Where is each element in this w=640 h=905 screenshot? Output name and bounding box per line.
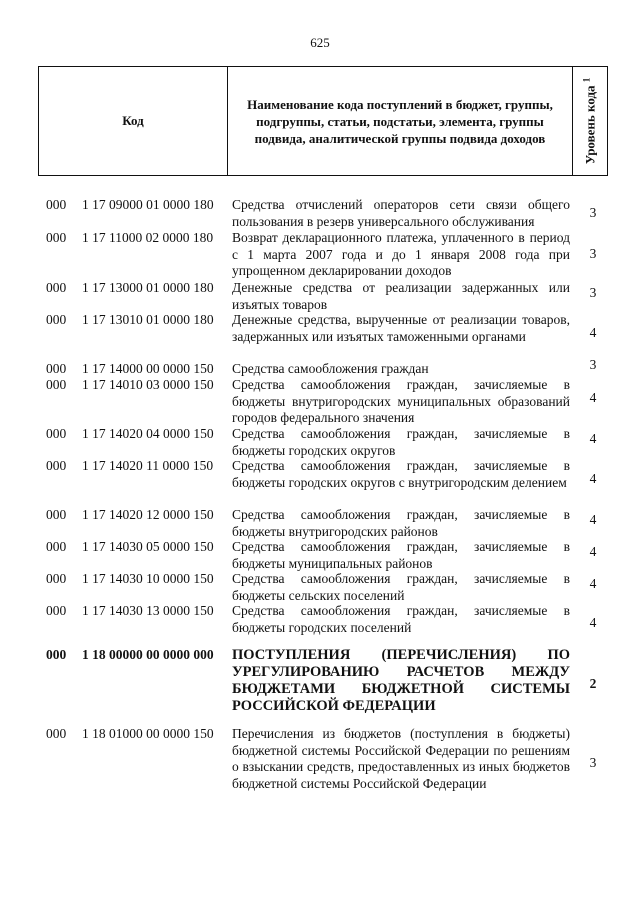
row-code: 1 18 01000 00 0000 150	[82, 726, 214, 741]
row-level: 3	[589, 285, 597, 300]
row-prefix: 000	[46, 726, 67, 741]
row-description: Средства отчислений операторов сети связи общего пользования в резерв универсального обслуживания	[232, 197, 570, 229]
row-level: 3	[589, 755, 597, 770]
row-code: 1 17 14030 05 0000 150	[82, 539, 214, 554]
row-level: 4	[589, 576, 597, 591]
row-code: 1 17 13010 01 0000 180	[82, 312, 214, 327]
row-level: 4	[589, 544, 597, 559]
row-prefix: 000	[46, 507, 67, 522]
row-prefix: 000	[46, 426, 67, 441]
header-level-footnote: 1	[581, 77, 592, 83]
row-prefix: 000	[46, 230, 67, 245]
page-number: 625	[310, 35, 330, 50]
row-level: 3	[589, 246, 597, 261]
row-code: 1 17 14030 13 0000 150	[82, 603, 214, 618]
row-level: 2	[589, 676, 597, 691]
row-description: Средства самообложения граждан, зачисляемые в бюджеты внутригородских районов	[232, 507, 570, 539]
row-code: 1 17 09000 01 0000 180	[82, 197, 214, 212]
row-description: Средства самообложения граждан, зачисляемые в бюджеты сельских поселений	[232, 571, 570, 603]
row-code: 1 17 14020 04 0000 150	[82, 426, 214, 441]
header-name: Наименование кода поступлений в бюджет, группы, подгруппы, статьи, подстатьи, элемента, группы подвида, аналитической группы подвида доходов	[228, 67, 573, 175]
row-level: 4	[589, 431, 597, 446]
row-description: Средства самообложения граждан, зачисляемые в бюджеты городских поселений	[232, 603, 570, 635]
row-code: 1 17 14000 00 0000 150	[82, 361, 214, 376]
row-description: Средства самообложения граждан	[232, 361, 429, 376]
row-code: 1 17 14030 10 0000 150	[82, 571, 214, 586]
row-prefix: 000	[46, 458, 67, 473]
row-description: ПОСТУПЛЕНИЯ (ПЕРЕЧИСЛЕНИЯ) ПО УРЕГУЛИРОВАНИЮ РАСЧЕТОВ МЕЖДУ БЮДЖЕТАМИ БЮДЖЕТНОЙ СИСТЕМЫ РОССИЙСКОЙ ФЕДЕРАЦИИ	[232, 647, 570, 714]
row-code: 1 18 00000 00 0000 000	[82, 647, 214, 662]
row-level: 4	[589, 512, 597, 527]
header-level-label: Уровень кода	[582, 85, 598, 165]
row-prefix: 000	[46, 571, 67, 586]
row-prefix: 000	[46, 377, 67, 392]
row-level: 4	[589, 471, 597, 486]
row-prefix: 000	[46, 603, 67, 618]
row-description: Перечисления из бюджетов (поступления в бюджеты) бюджетной системы Российской Федерации по решениям о взыскании средств, предоставленных из иных бюджетов бюджетной системы Российской Федерации	[232, 726, 570, 791]
row-prefix: 000	[46, 312, 67, 327]
row-description: Денежные средства, вырученные от реализации товаров, задержанных или изъятых таможенными органами	[232, 312, 570, 344]
table-header	[38, 66, 608, 176]
row-code: 1 17 13000 01 0000 180	[82, 280, 214, 295]
row-description: Средства самообложения граждан, зачисляемые в бюджеты муниципальных районов	[232, 539, 570, 571]
row-code: 1 17 14020 12 0000 150	[82, 507, 214, 522]
row-prefix: 000	[46, 647, 67, 662]
row-prefix: 000	[46, 361, 67, 376]
row-level: 4	[589, 325, 597, 340]
row-code: 1 17 14010 03 0000 150	[82, 377, 214, 392]
row-prefix: 000	[46, 280, 67, 295]
row-prefix: 000	[46, 539, 67, 554]
row-description: Денежные средства от реализации задержанных или изъятых товаров	[232, 280, 570, 312]
row-description: Средства самообложения граждан, зачисляемые в бюджеты городских округов с внутригородским делением	[232, 458, 570, 490]
row-level: 3	[589, 357, 597, 372]
row-level: 4	[589, 390, 597, 405]
row-level: 4	[589, 615, 597, 630]
header-level	[573, 67, 607, 175]
row-description: Средства самообложения граждан, зачисляемые в бюджеты городских округов	[232, 426, 570, 458]
row-code: 1 17 14020 11 0000 150	[82, 458, 214, 473]
row-description: Средства самообложения граждан, зачисляемые в бюджеты внутригородских муниципальных образований городов федерального значения	[232, 377, 570, 425]
row-prefix: 000	[46, 197, 67, 212]
row-description: Возврат декларационного платежа, уплаченного в период с 1 марта 2007 года и до 1 января 2008 года при упрощенном декларировании доходов	[232, 230, 570, 278]
header-code: Код	[39, 67, 228, 175]
row-code: 1 17 11000 02 0000 180	[82, 230, 214, 245]
row-level: 3	[589, 205, 597, 220]
header-level-text	[581, 78, 598, 165]
